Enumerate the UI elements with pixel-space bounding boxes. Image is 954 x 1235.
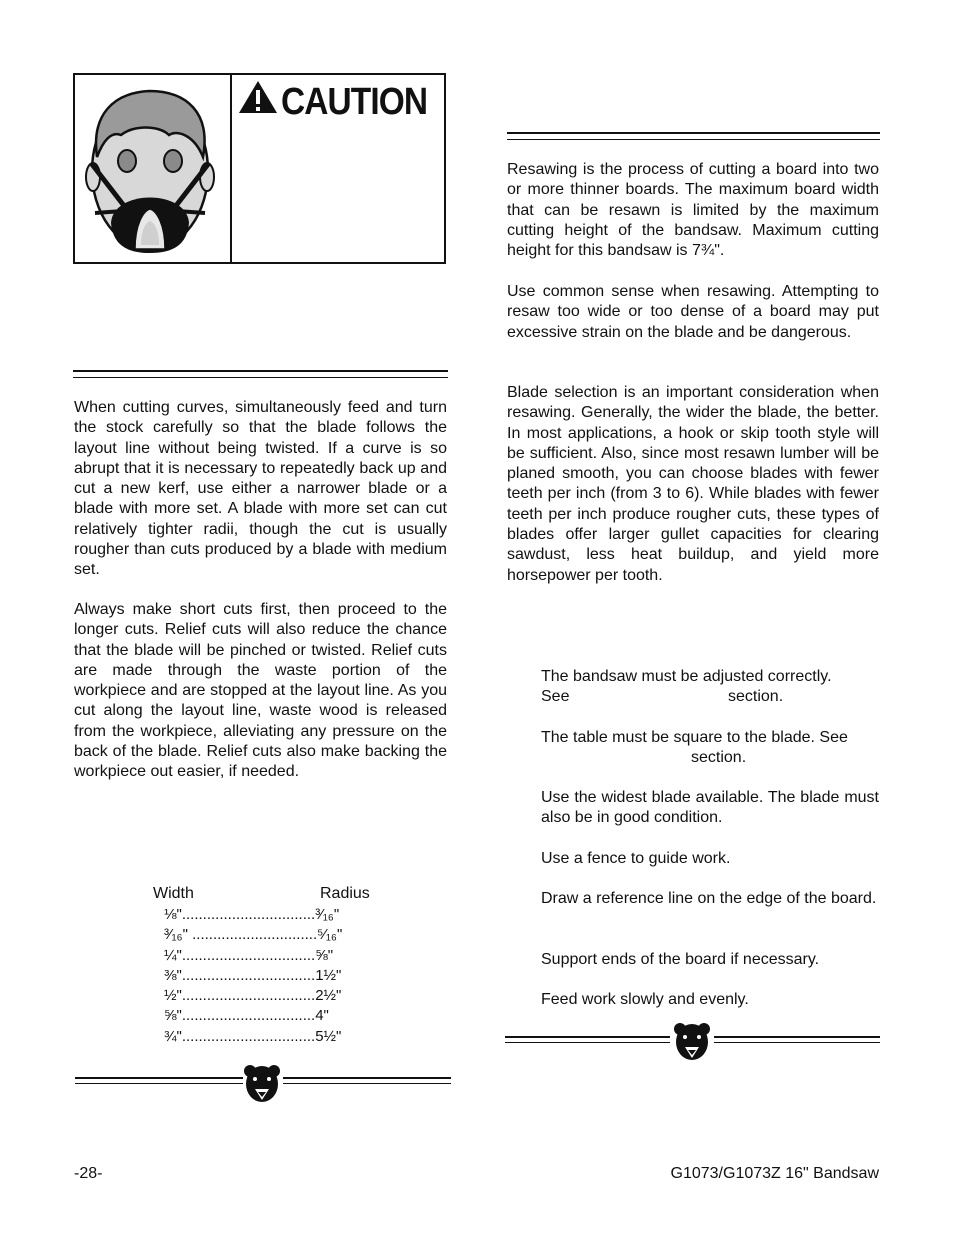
resaw-common-sense-paragraph: Use common sense when resawing. Attempting to resaw too wide or too dense of a board may put excessive strain on the blade and be dangerous. bbox=[507, 283, 879, 341]
bear-head-logo-icon bbox=[673, 1022, 711, 1062]
table-header-width: Width bbox=[153, 885, 194, 902]
blade-selection-paragraph: Blade selection is an important consideration when resawing. Generally, the wider the blade, the better. In most applications, a hook or skip tooth style will be sufficient. Also, since most resawn lumber will be planed smooth, you can choose blades with fewer teeth per inch (from 3 to 6). While blades with fewer teeth per inch produce rougher cuts, these types of blades offer larger gullet capacities for clearing sawdust, less heat buildup, and yield more horsepower per tooth. bbox=[507, 384, 879, 584]
bear-head-logo-icon bbox=[243, 1064, 281, 1104]
resaw-intro-paragraph: Resawing is the process of cutting a board into two or more thinner boards. The maximum board width that can be resawn is limited by the maximum cutting height of the bandsaw. Maximum cutting height for this bandsaw is 7¾". bbox=[507, 161, 879, 260]
list-item: Feed work slowly and evenly. bbox=[541, 991, 749, 1008]
list-item: The table must be square to the blade. See section. bbox=[541, 729, 848, 767]
divider-line-right bbox=[714, 1036, 880, 1043]
list-item: The bandsaw must be adjusted correctly. See section. bbox=[541, 668, 832, 706]
table-row: ⅜"................................1½" bbox=[164, 966, 342, 984]
caution-box bbox=[73, 73, 446, 264]
table-row: ⅛"................................³⁄₁₆" bbox=[164, 906, 340, 923]
divider-line-right bbox=[283, 1077, 451, 1084]
page-number: -28- bbox=[74, 1165, 103, 1182]
caution-title: CAUTION bbox=[281, 81, 428, 123]
list-item: Support ends of the board if necessary. bbox=[541, 951, 820, 968]
list-item: Draw a reference line on the edge of the board. bbox=[541, 890, 877, 907]
cutting-curves-paragraph: When cutting curves, simultaneously feed and turn the stock carefully so that the blade follows the layout line without being twisted. If a curve is so abrupt that it is necessary to repeatedly back up and cut a new kerf, use either a narrower blade or a blade with more set. A blade with more set can cut relatively tighter radii, though the cut is usually rougher than cuts produced by a blade with medium set. bbox=[74, 399, 447, 579]
warning-triangle-icon bbox=[237, 79, 279, 115]
divider-line-left bbox=[75, 1077, 243, 1084]
relief-cuts-paragraph: Always make short cuts first, then proceed to the longer cuts. Relief cuts will also reduce the chance that the blade will be pinched or twisted. Relief cuts are made through the waste portion of the workpiece and are stopped at the layout line. As you cut along the layout line, waste wood is released from the workpiece, alleviating any pressure on the back of the blade. Relief cuts also make backing the workpiece out easier, if needed. bbox=[74, 601, 447, 781]
table-header-radius: Radius bbox=[320, 885, 370, 902]
list-item: Use the widest blade available. The blade must also be in good condition. bbox=[541, 789, 879, 827]
respirator-mask-face-icon bbox=[83, 85, 221, 255]
table-row: ³⁄₁₆" ..............................⁵⁄₁₆" bbox=[164, 926, 343, 944]
list-item: Use a fence to guide work. bbox=[541, 850, 731, 867]
table-row: ¾"................................5½" bbox=[164, 1027, 342, 1045]
footer-model-name: G1073/G1073Z 16" Bandsaw bbox=[670, 1165, 879, 1182]
table-row: ⅝"................................4" bbox=[164, 1007, 329, 1025]
divider-line-left bbox=[505, 1036, 670, 1043]
table-row: ½"................................2½" bbox=[164, 987, 342, 1005]
blade-radius-table bbox=[164, 905, 342, 1047]
table-row: ¼"................................⅝" bbox=[164, 946, 334, 964]
